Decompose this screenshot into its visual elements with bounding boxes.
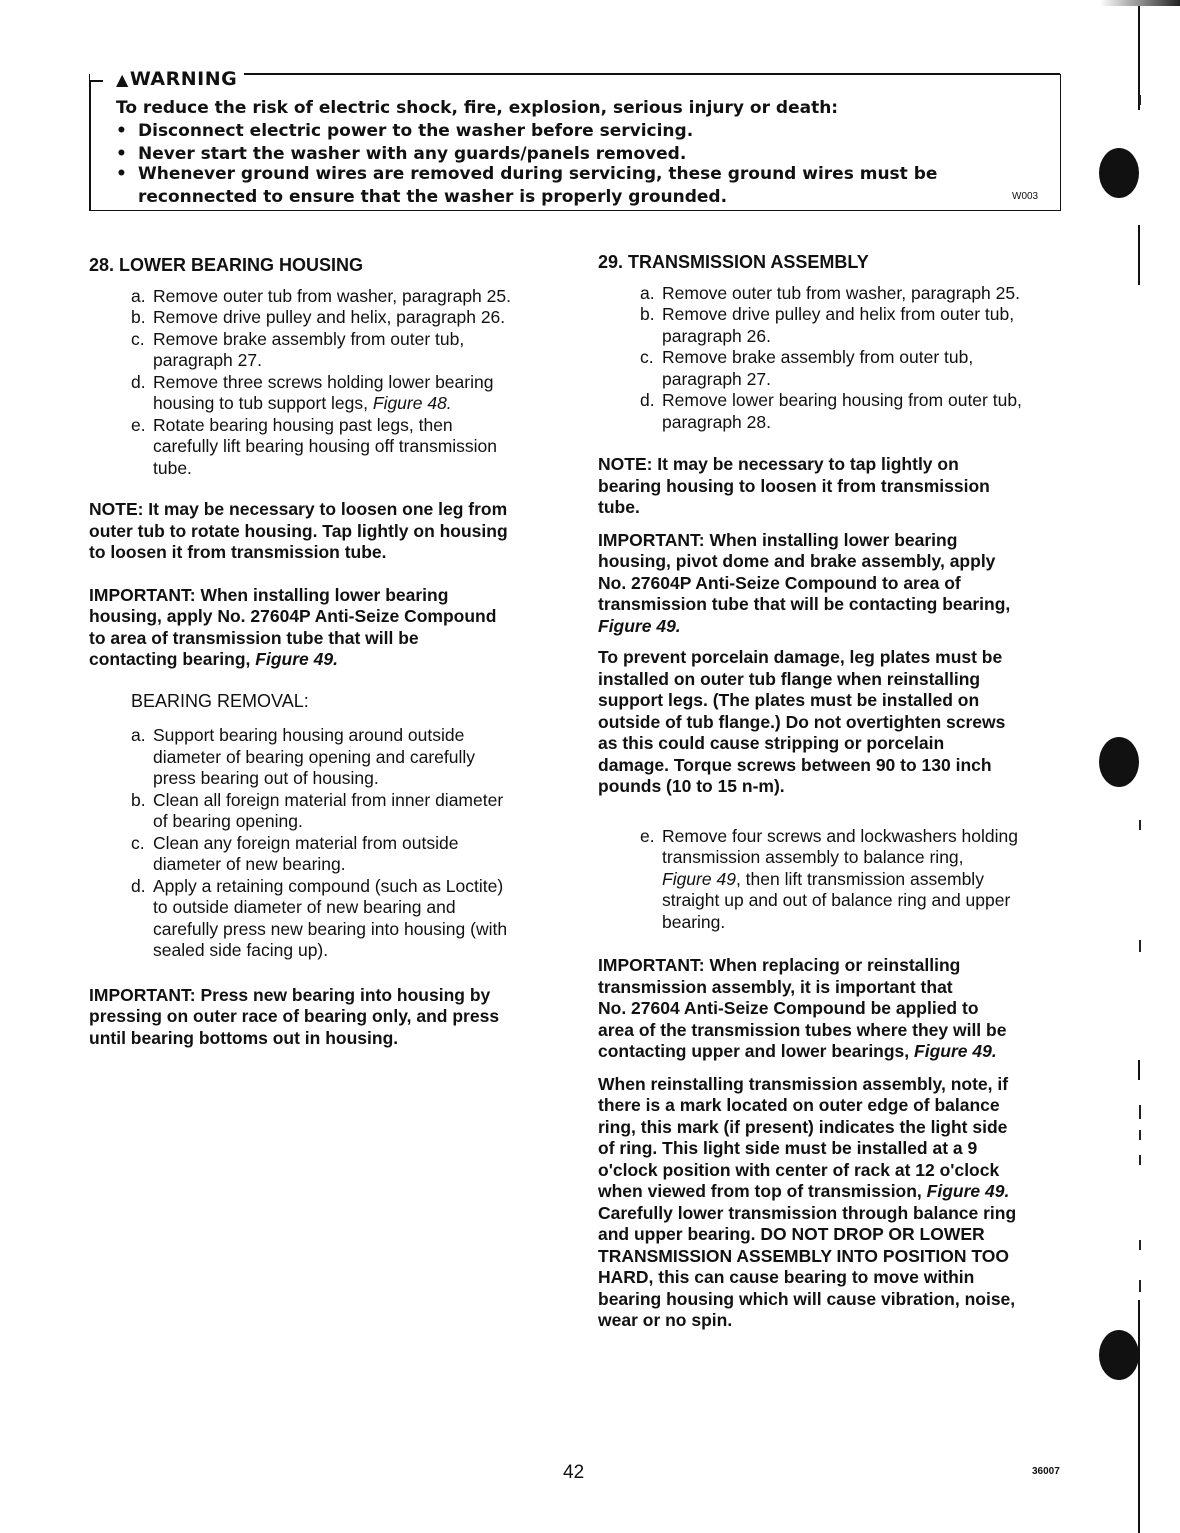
step-text: to outside diameter of new bearing and [153, 897, 456, 917]
margin-mark [1139, 1155, 1141, 1165]
important-line: contacting bearing, [89, 649, 256, 669]
list-item [640, 283, 1088, 305]
reinstall-line: and upper bearing. DO NOT DROP OR LOWER [598, 1224, 985, 1244]
step-text: carefully press new bearing into housing (with [153, 918, 508, 939]
step-letter: d. [640, 390, 655, 410]
bearing-removal-heading: BEARING REMOVAL: [131, 690, 309, 711]
margin-mark [1139, 95, 1141, 105]
reinstall-line: TRANSMISSION ASSEMBLY INTO POSITION TOO [598, 1245, 1009, 1266]
section-28-steps [131, 286, 569, 480]
reinstall-line: wear or no spin. [598, 1310, 733, 1330]
list-item [640, 390, 1088, 433]
step-text: Remove outer tub from washer, paragraph 25. [153, 285, 511, 306]
step-text: press bearing out of housing. [153, 768, 379, 788]
bullet-icon: • [116, 121, 127, 141]
step-letter: e. [131, 414, 146, 435]
section-28-important [89, 585, 569, 671]
step-text: Remove lower bearing housing from outer tub, [662, 390, 1022, 410]
step-text: Remove drive pulley and helix, paragraph 26. [153, 307, 506, 327]
step-text: , then lift transmission assembly [735, 868, 984, 889]
step-letter: c. [640, 347, 654, 367]
warning-title-text: WARNING [129, 68, 238, 90]
step-text: Remove four screws and lockwashers holding [662, 825, 1018, 846]
margin-edge-line [1138, 1300, 1140, 1533]
list-item [131, 329, 569, 372]
list-item [640, 347, 1088, 390]
porcelain-line: pounds (10 to 15 n-m). [598, 776, 785, 796]
reinstall-line: o'clock position with center of rack at 12 o'clock [598, 1159, 1000, 1180]
figure-reference: Figure 49. [926, 1181, 1010, 1201]
margin-mark [1139, 1280, 1141, 1292]
section-29-heading: 29. TRANSMISSION ASSEMBLY [598, 252, 869, 272]
important-line: housing, pivot dome and brake assembly, apply [598, 551, 996, 571]
step-letter: a. [131, 285, 146, 306]
section-28-heading: 28. LOWER BEARING HOUSING [89, 255, 364, 275]
warning-bullet-3-cont: reconnected to ensure that the washer is properly grounded. [138, 187, 728, 207]
warning-title [116, 68, 237, 90]
binder-hole-icon [1099, 737, 1139, 787]
step-text: paragraph 27. [153, 350, 262, 370]
figure-reference: Figure 49. [914, 1041, 997, 1061]
porcelain-line: installed on outer tub flange when reinstalling [598, 668, 981, 689]
step-text: Clean all foreign material from inner diameter [153, 789, 504, 810]
reinstall-line: HARD, this can cause bearing to move within [598, 1267, 975, 1287]
step-letter: a. [131, 725, 146, 745]
section-29-step-e [640, 826, 1088, 934]
warning-code: W003 [1012, 191, 1039, 202]
section-28-note [89, 499, 569, 564]
note-line: NOTE: It may be necessary to tap lightly on [598, 454, 959, 474]
important-line: contacting upper and lower bearings, [598, 1041, 915, 1061]
list-item [131, 286, 569, 308]
warning-intro: To reduce the risk of electric shock, fire, explosion, serious injury or death: [116, 98, 839, 118]
right-column [598, 252, 1088, 1332]
step-text: Rotate bearing housing past legs, then [153, 414, 453, 435]
bearing-removal-steps [131, 725, 569, 962]
step-text: paragraph 26. [662, 325, 771, 346]
important-line: IMPORTANT: Press new bearing into housing by [89, 984, 491, 1005]
margin-mark [1139, 940, 1141, 952]
figure-reference: Figure 48. [372, 393, 452, 413]
reinstall-line: when viewed from top of transmission, [598, 1181, 927, 1201]
step-text: Remove three screws holding lower bearing [153, 371, 494, 392]
section-28-important-2 [89, 985, 569, 1050]
step-letter: e. [640, 825, 655, 846]
binder-hole-icon [1099, 1330, 1139, 1380]
step-text: diameter of bearing opening and carefully [153, 746, 476, 767]
list-item [640, 304, 1088, 347]
section-29-note [598, 454, 1088, 519]
step-text: Remove brake assembly from outer tub, [153, 328, 465, 349]
margin-mark [1139, 1130, 1141, 1140]
reinstall-line: When reinstalling transmission assembly, note, if [598, 1073, 1009, 1094]
porcelain-line: outside of tub flange.) Do not overtighten screws [598, 711, 1006, 732]
warning-bullet-1 [116, 120, 693, 142]
important-line: IMPORTANT: When installing lower bearing [598, 529, 958, 550]
important-line: pressing on outer race of bearing only, and press [89, 1006, 500, 1026]
step-text: housing to tub support legs, [153, 393, 373, 413]
step-text: diameter of new bearing. [153, 854, 346, 874]
margin-edge-line [1138, 0, 1140, 110]
reinstall-line: of ring. This light side must be installed at a 9 [598, 1138, 978, 1158]
warning-bullet-text: Whenever ground wires are removed during servicing, these ground wires must be [138, 164, 938, 184]
important-line: to area of transmission tube that will be [89, 627, 419, 648]
reinstall-line: Carefully lower transmission through balance ring [598, 1202, 1017, 1223]
step-letter: b. [640, 304, 655, 324]
step-text: transmission assembly to balance ring, [662, 847, 964, 867]
step-text: Remove drive pulley and helix from outer tub, [662, 304, 1015, 324]
list-item [640, 826, 1088, 934]
figure-reference: Figure 49. [255, 649, 338, 669]
step-text: bearing. [662, 911, 726, 932]
note-line: to loosen it from transmission tube. [89, 542, 387, 562]
list-item [131, 876, 569, 962]
list-item [131, 372, 569, 415]
step-text: paragraph 27. [662, 368, 771, 389]
section-29-steps [640, 283, 1088, 434]
step-letter: b. [131, 307, 146, 327]
warning-bullet-2 [116, 143, 686, 165]
important-line: IMPORTANT: When installing lower bearing [89, 584, 449, 605]
porcelain-line: damage. Torque screws between 90 to 130 inch [598, 754, 992, 775]
corner-scan-artifact [1100, 0, 1180, 6]
porcelain-line: support legs. (The plates must be installed on [598, 690, 980, 710]
bullet-icon: • [116, 144, 127, 164]
step-text: Remove brake assembly from outer tub, [662, 347, 974, 367]
step-letter: a. [640, 282, 655, 303]
page-number: 42 [563, 1462, 585, 1483]
margin-edge-line [1138, 1060, 1140, 1080]
step-text: of bearing opening. [153, 811, 303, 831]
important-line: IMPORTANT: When replacing or reinstalling [598, 955, 961, 975]
important-line: No. 27604P Anti-Seize Compound to area of [598, 572, 961, 593]
warning-bullet-3 [116, 163, 937, 185]
warning-triangle-icon: ▲ [116, 70, 129, 89]
margin-mark [1139, 1240, 1141, 1250]
step-letter: c. [131, 328, 145, 349]
step-text: straight up and out of balance ring and upper [662, 890, 1011, 910]
step-letter: b. [131, 789, 146, 810]
binder-hole-icon [1099, 148, 1139, 198]
porcelain-warning [598, 647, 1088, 798]
left-column [89, 255, 569, 1049]
list-item [131, 725, 569, 790]
step-text: carefully lift bearing housing off transmission [153, 436, 498, 456]
important-line: until bearing bottoms out in housing. [89, 1027, 399, 1048]
note-line: tube. [598, 497, 640, 517]
step-text: paragraph 28. [662, 411, 771, 432]
list-item [131, 307, 569, 329]
step-text: tube. [153, 457, 192, 478]
margin-mark [1139, 820, 1141, 830]
note-line: outer tub to rotate housing. Tap lightly on housing [89, 520, 508, 541]
step-letter: d. [131, 875, 146, 896]
reinstall-line: bearing housing which will cause vibration, noise, [598, 1288, 1016, 1309]
margin-mark [1139, 1105, 1141, 1119]
step-text: Apply a retaining compound (such as Loctite) [153, 875, 504, 896]
step-text: Clean any foreign material from outside [153, 832, 459, 853]
important-line: transmission assembly, it is important that [598, 976, 953, 997]
warning-bullet-text: Disconnect electric power to the washer before servicing. [138, 121, 694, 141]
section-29-important-2 [598, 955, 1088, 1063]
important-line: housing, apply No. 27604P Anti-Seize Compound [89, 606, 497, 626]
porcelain-line: To prevent porcelain damage, leg plates must be [598, 647, 1003, 667]
note-line: NOTE: It may be necessary to loosen one leg from [89, 499, 508, 519]
important-line: No. 27604 Anti-Seize Compound be applied to [598, 998, 979, 1018]
warning-bullet-text: Never start the washer with any guards/panels removed. [138, 144, 687, 164]
step-text: sealed side facing up). [153, 940, 329, 960]
porcelain-line: as this could cause stripping or porcelain [598, 733, 945, 753]
step-text: Remove outer tub from washer, paragraph 25. [662, 282, 1020, 303]
list-item [131, 833, 569, 876]
reinstall-line: ring, this mark (if present) indicates the light side [598, 1116, 1008, 1137]
step-text: Support bearing housing around outside [153, 725, 465, 745]
important-line: area of the transmission tubes where they will be [598, 1019, 1007, 1040]
figure-reference: Figure 49. [598, 615, 681, 636]
step-letter: c. [131, 832, 145, 853]
document-code: 36007 [1032, 1466, 1060, 1477]
note-line: bearing housing to loosen it from transmission [598, 475, 990, 496]
important-line: transmission tube that will be contacting bearing, [598, 594, 1011, 614]
list-item [131, 415, 569, 480]
reinstall-line: there is a mark located on outer edge of balance [598, 1095, 1000, 1115]
bullet-icon: • [116, 164, 127, 184]
reinstall-instructions [598, 1074, 1088, 1332]
list-item [131, 790, 569, 833]
figure-reference: Figure 49 [662, 868, 736, 889]
step-letter: d. [131, 371, 146, 392]
margin-edge-line [1138, 225, 1140, 285]
section-29-important [598, 530, 1088, 638]
